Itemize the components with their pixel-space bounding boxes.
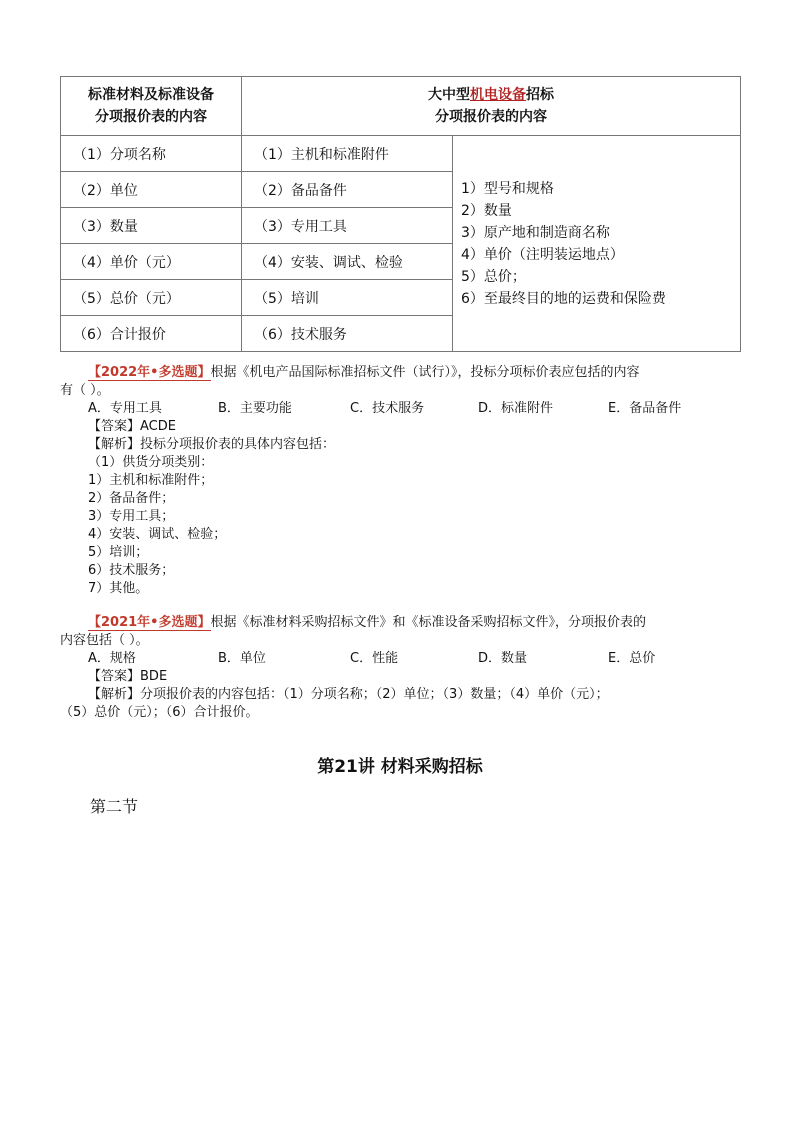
table-row [61, 136, 741, 172]
question-tag: 【2021年•多选题】 [88, 615, 211, 630]
analysis-text: 分项报价表的内容包括：（1）分项名称；（2）单位；（3）数量；（4）单价（元）； [140, 687, 609, 702]
table-cell: （3）数量 [61, 208, 242, 244]
header-standard-line1: 标准材料及标准设备 [88, 87, 214, 103]
mechanical-equipment-link[interactable]: 机电设备 [470, 87, 526, 103]
table-cell: （4）单价（元） [61, 244, 242, 280]
header-large-medium-line2: 分项报价表的内容 [435, 109, 547, 125]
answer-value: BDE [140, 669, 168, 684]
list-item: 1）型号和规格 [461, 180, 554, 197]
analysis-label: 【解析】 [88, 437, 141, 452]
question-2021 [60, 614, 740, 722]
option-c: C．性能 [350, 651, 399, 666]
header-prefix: 大中型 [428, 87, 470, 103]
list-item: 5）培训； [88, 545, 149, 560]
analysis-line [60, 686, 740, 704]
list-item: 2）备品备件； [88, 491, 175, 506]
merged-content-cell [453, 136, 741, 352]
option-d: D．数量 [478, 651, 528, 666]
answer-line [60, 668, 740, 686]
option-a: A．规格 [88, 651, 136, 666]
table-cell: （6）合计报价 [61, 316, 242, 352]
option-b: B．主要功能 [218, 401, 292, 416]
list-item: 2）数量 [461, 202, 512, 219]
option-b: B．单位 [218, 651, 266, 666]
answer-value: ACDE [140, 419, 176, 434]
analysis-text: 投标分项报价表的具体内容包括： [140, 437, 336, 452]
option-e: E．备品备件 [608, 401, 682, 416]
table-cell: （2）备品备件 [242, 172, 453, 208]
table-cell: （2）单位 [61, 172, 242, 208]
list-item: 4）单价（注明装运地点） [461, 246, 624, 263]
table-cell: （5）培训 [242, 280, 453, 316]
question-stem-cont: 内容包括（ ）。 [60, 633, 149, 648]
question-stem-cont: 有（ ）。 [60, 383, 110, 398]
lecture-title: 第21讲 材料采购招标 [317, 757, 483, 777]
option-d: D．标准附件 [478, 401, 554, 416]
table-cell: （4）安装、调试、检验 [242, 244, 453, 280]
analysis-line [60, 436, 740, 454]
option-c: C．技术服务 [350, 401, 425, 416]
list-item: 1）主机和标准附件； [88, 473, 214, 488]
options-row [88, 650, 740, 668]
option-e: E．总价 [608, 651, 656, 666]
analysis-subhead: （1）供货分项类别： [88, 455, 214, 470]
analysis-text-cont: （5）总价（元）；（6）合计报价。 [60, 705, 259, 720]
answer-line [60, 418, 740, 436]
comparison-table [60, 76, 741, 352]
question-stem [60, 364, 740, 382]
header-large-medium [242, 77, 741, 136]
answer-label: 【答案】 [88, 419, 141, 434]
question-stem-text: 根据《标准材料采购招标文件》和《标准设备采购招标文件》，分项报价表的 [210, 615, 647, 630]
list-item: 3）专用工具； [88, 509, 175, 524]
analysis-label: 【解析】 [88, 687, 141, 702]
answer-label: 【答案】 [88, 669, 141, 684]
header-standard [61, 77, 242, 136]
table-cell: （5）总价（元） [61, 280, 242, 316]
list-item: 6）至最终目的地的运费和保险费 [461, 290, 666, 307]
question-2022 [60, 364, 740, 598]
table-cell: （1）分项名称 [61, 136, 242, 172]
header-suffix: 招标 [526, 87, 554, 103]
question-stem [60, 614, 740, 632]
table-cell: （6）技术服务 [242, 316, 453, 352]
list-item: 6）技术服务； [88, 563, 175, 578]
options-row [88, 400, 740, 418]
list-item: 4）安装、调试、检验； [88, 527, 227, 542]
option-a: A．专用工具 [88, 401, 162, 416]
table-cell: （1）主机和标准附件 [242, 136, 453, 172]
analysis-list [60, 472, 740, 598]
question-tag: 【2022年•多选题】 [88, 365, 211, 380]
header-large-medium-line1 [242, 84, 740, 106]
table-cell: （3）专用工具 [242, 208, 453, 244]
list-item: 3）原产地和制造商名称 [461, 224, 610, 241]
section-title: 第二节 [90, 797, 139, 816]
list-item: 5）总价； [461, 268, 526, 285]
table-header-row [61, 77, 741, 136]
header-standard-line2: 分项报价表的内容 [95, 109, 207, 125]
question-stem-text: 根据《机电产品国际标准招标文件（试行）》，投标分项标价表应包括的内容 [210, 365, 640, 380]
list-item: 7）其他。 [88, 581, 149, 596]
